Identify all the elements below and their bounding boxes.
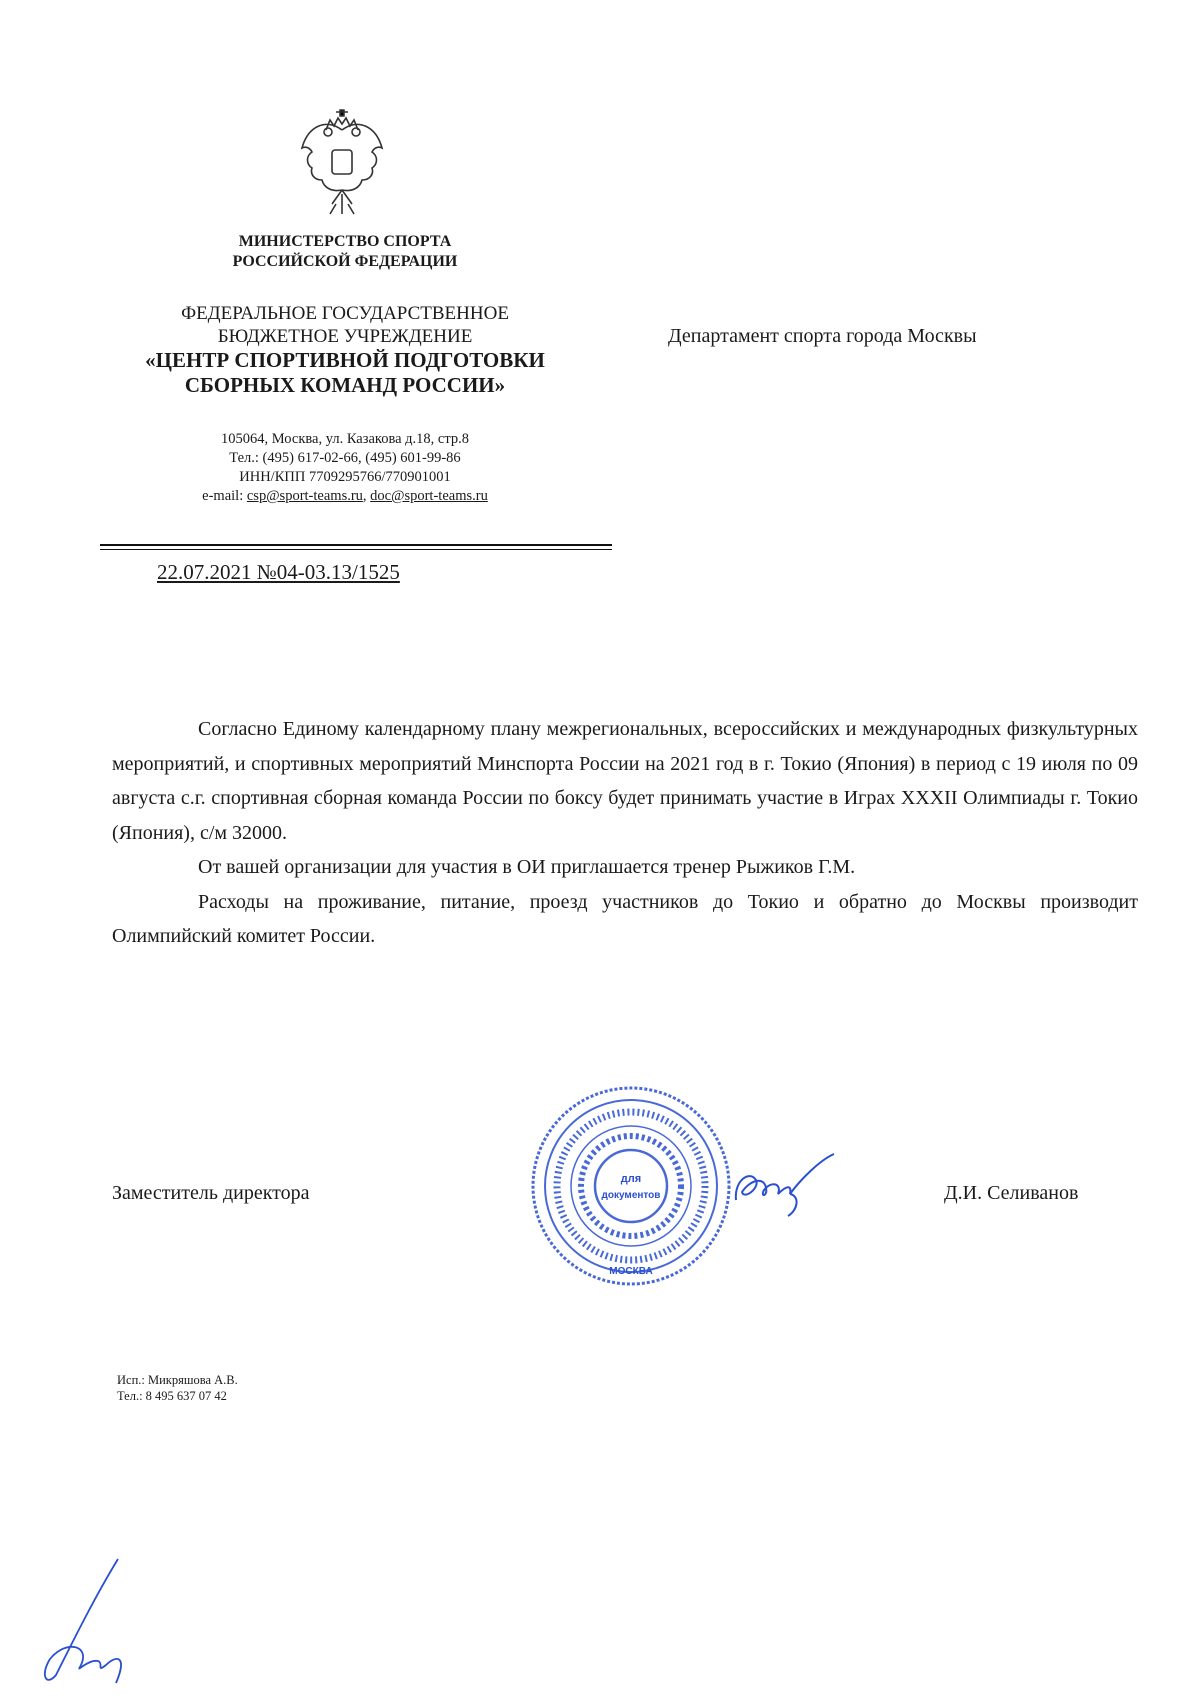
svg-text:документов: документов [601,1190,661,1201]
letter-body [112,712,1138,954]
contact-block [100,430,590,506]
body-paragraph: Расходы на проживание, питание, проезд участников до Токио и обратно до Москвы производит Олимпийский комитет России. [112,890,1138,947]
executor-name: Исп.: Микряшова А.В. [117,1373,238,1387]
date-and-reference-number: 22.07.2021 №04-03.13/1525 [157,560,400,584]
email-link-doc[interactable]: doc@sport-teams.ru [370,488,488,504]
official-stamp [528,1084,734,1288]
institution-name [100,348,590,398]
executor-block [117,1372,238,1404]
institution-line-2: БЮДЖЕТНОЕ УЧРЕЖДЕНИЕ [217,326,473,347]
email-link-csp[interactable]: csp@sport-teams.ru [246,488,363,504]
institution-type [100,302,590,348]
institution-name-line-1: «ЦЕНТР СПОРТИВНОЙ ПОДГОТОВКИ [145,348,545,372]
signatory-name: Д.И. Селиванов [944,1182,1079,1204]
svg-text:для: для [620,1173,642,1185]
postal-address: 105064, Москва, ул. Казакова д.18, стр.8 [221,431,469,447]
handwritten-initials [36,1555,146,1690]
ministry-line-1: МИНИСТЕРСТВО СПОРТА [238,233,452,250]
ministry-name [100,232,590,272]
addressee: Департамент спорта города Москвы [668,325,977,347]
institution-name-line-2: СБОРНЫХ КОМАНД РОССИИ» [184,373,506,397]
ministry-line-2: РОССИЙСКОЙ ФЕДЕРАЦИИ [232,253,458,270]
email-separator: , [362,488,367,504]
body-paragraph: Согласно Единому календарному плану межрегиональных, всероссийских и международных физкультурных мероприятий, и спортивных мероприятий Минспорта России на 2021 год в г. Токио (Япония) в период с 19 июля по 09 августа с.г. спортивная сборная команда России по боксу будет принимать участие в Играх XXXII Олимпиады г. Токио (Япония), с/м 32000. [112,718,1138,844]
phone-numbers: Тел.: (495) 617-02-66, (495) 601-99-86 [229,450,461,466]
email-label: e-mail: [202,488,244,504]
svg-text:МОСКВА: МОСКВА [609,1266,653,1277]
signatory-title: Заместитель директора [112,1182,310,1204]
inn-kpp: ИНН/КПП 7709295766/770901001 [239,469,451,485]
coat-of-arms-emblem [296,108,388,226]
header-divider-thin [100,549,612,550]
email-line [100,487,590,506]
body-paragraph: От вашей организации для участия в ОИ приглашается тренер Рыжиков Г.М. [198,856,856,878]
handwritten-signature [730,1150,840,1220]
institution-line-1: ФЕДЕРАЛЬНОЕ ГОСУДАРСТВЕННОЕ [181,303,509,324]
executor-phone: Тел.: 8 495 637 07 42 [117,1389,227,1403]
header-divider [100,544,612,546]
